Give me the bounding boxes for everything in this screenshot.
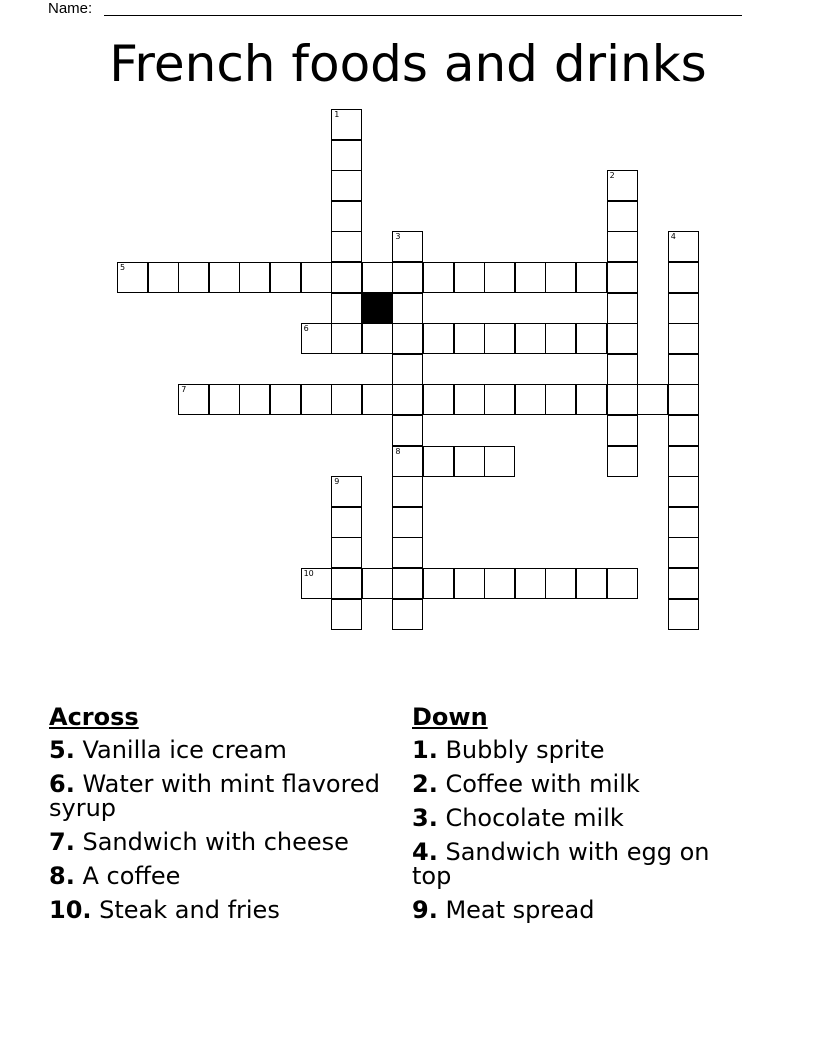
clue-text: Sandwich with cheese (74, 828, 349, 856)
clue-number: 7. (49, 828, 75, 856)
crossword-cell[interactable] (668, 537, 699, 568)
crossword-cell[interactable] (331, 170, 362, 201)
crossword-cell[interactable] (209, 384, 240, 415)
cell-number: 1 (334, 110, 340, 119)
across-clue-list (49, 738, 389, 922)
crossword-cell[interactable] (301, 323, 332, 354)
across-clue (49, 864, 389, 888)
across-clue (49, 898, 389, 922)
clue-text: Steak and fries (91, 896, 280, 924)
crossword-cell[interactable] (423, 384, 454, 415)
clue-text: A coffee (74, 862, 181, 890)
clue-text: Vanilla ice cream (74, 736, 287, 764)
crossword-cell[interactable] (362, 384, 393, 415)
crossword-cell[interactable] (392, 507, 423, 538)
crossword-cell[interactable] (270, 384, 301, 415)
clue-number: 9. (412, 896, 438, 924)
cell-number: 2 (609, 171, 615, 181)
crossword-cell[interactable] (301, 262, 332, 293)
crossword-cell[interactable] (668, 354, 699, 385)
cell-number: 7 (181, 385, 187, 395)
crossword-cell[interactable] (607, 262, 638, 293)
crossword-cell[interactable] (576, 384, 607, 415)
crossword-cell[interactable] (637, 384, 668, 415)
crossword-cell[interactable] (545, 323, 576, 354)
crossword-cell[interactable] (392, 568, 423, 599)
clue-text: Sandwich with egg on top (412, 838, 710, 890)
crossword-cell[interactable] (178, 384, 209, 415)
crossword-cell[interactable] (668, 262, 699, 293)
across-heading: Across (49, 703, 139, 731)
cell-number: 6 (303, 324, 309, 334)
crossword-cell[interactable] (515, 568, 546, 599)
crossword-cell[interactable] (331, 293, 362, 324)
across-clues (49, 702, 389, 932)
across-clue (49, 738, 389, 762)
crossword-cell[interactable] (148, 262, 179, 293)
crossword-cell[interactable] (576, 262, 607, 293)
crossword-cell[interactable] (392, 231, 423, 262)
down-clue (412, 772, 752, 796)
crossword-cell[interactable] (484, 568, 515, 599)
cell-number: 5 (120, 263, 126, 272)
crossword-cell[interactable] (362, 262, 393, 293)
crossword-cell[interactable] (668, 384, 699, 415)
crossword-cell[interactable] (607, 323, 638, 354)
crossword-cell[interactable] (331, 201, 362, 232)
clue-text: Bubbly sprite (437, 736, 605, 764)
clue-number: 2. (412, 770, 438, 798)
crossword-cell[interactable] (668, 323, 699, 354)
crossword-cell[interactable] (392, 354, 423, 385)
crossword-cell[interactable] (607, 201, 638, 232)
crossword-cell[interactable] (392, 293, 423, 324)
cell-number: 3 (395, 232, 401, 242)
cell-number: 4 (670, 232, 676, 242)
crossword-cell[interactable] (668, 507, 699, 538)
crossword-cell[interactable] (576, 323, 607, 354)
crossword-cell[interactable] (178, 262, 209, 293)
crossword-cell[interactable] (392, 476, 423, 507)
crossword-cell[interactable] (607, 293, 638, 324)
clue-text: Chocolate milk (437, 804, 624, 832)
down-clue-list (412, 738, 752, 922)
crossword-cell[interactable] (392, 262, 423, 293)
crossword-cell[interactable] (423, 446, 454, 477)
down-clue (412, 738, 752, 762)
crossword-cell[interactable] (454, 384, 485, 415)
clue-text: Meat spread (437, 896, 595, 924)
crossword-cell[interactable] (301, 384, 332, 415)
across-clue (49, 772, 389, 820)
down-clue (412, 806, 752, 830)
clue-number: 5. (49, 736, 75, 764)
crossword-cell[interactable] (607, 231, 638, 262)
crossword-cell[interactable] (392, 446, 423, 477)
crossword-cell[interactable] (392, 323, 423, 354)
crossword-cell[interactable] (331, 384, 362, 415)
clue-text: Coffee with milk (437, 770, 640, 798)
crossword-cell[interactable] (331, 568, 362, 599)
crossword-cell[interactable] (515, 262, 546, 293)
down-heading: Down (412, 703, 488, 731)
down-clue (412, 840, 752, 888)
crossword-cell[interactable] (423, 262, 454, 293)
crossword-cell[interactable] (392, 599, 423, 630)
crossword-cell[interactable] (454, 446, 485, 477)
crossword-cell[interactable] (392, 537, 423, 568)
crossword-cell[interactable] (331, 476, 362, 507)
clue-number: 3. (412, 804, 438, 832)
crossword-cell[interactable] (117, 262, 148, 293)
crossword-cell[interactable] (668, 293, 699, 324)
crossword-cell[interactable] (576, 568, 607, 599)
crossword-cell[interactable] (607, 568, 638, 599)
crossword-cell[interactable] (545, 568, 576, 599)
clue-number: 4. (412, 838, 438, 866)
crossword-cell[interactable] (515, 323, 546, 354)
crossword-cell[interactable] (484, 262, 515, 293)
crossword-cell[interactable] (668, 568, 699, 599)
crossword-cell[interactable] (331, 507, 362, 538)
crossword-cell[interactable] (668, 599, 699, 630)
down-clue (412, 898, 752, 922)
across-clue (49, 830, 389, 854)
crossword-cell[interactable] (331, 323, 362, 354)
crossword-cell[interactable] (454, 568, 485, 599)
clue-number: 1. (412, 736, 438, 764)
crossword-cell[interactable] (545, 262, 576, 293)
crossword-cell[interactable] (484, 323, 515, 354)
crossword-cell[interactable] (545, 384, 576, 415)
crossword-cell[interactable] (331, 262, 362, 293)
crossword-cell[interactable] (607, 354, 638, 385)
crossword-cell[interactable] (668, 231, 699, 262)
crossword-cell[interactable] (515, 384, 546, 415)
crossword-cell[interactable] (454, 323, 485, 354)
crossword-cell[interactable] (362, 568, 393, 599)
clue-number: 6. (49, 770, 75, 798)
crossword-cell[interactable] (331, 599, 362, 630)
page-title: French foods and drinks (109, 35, 707, 93)
crossword-cell[interactable] (423, 323, 454, 354)
crossword-cell[interactable] (270, 262, 301, 293)
down-clues (412, 702, 752, 932)
crossword-cell[interactable] (607, 446, 638, 477)
clue-number: 10. (49, 896, 92, 924)
crossword-cell[interactable] (454, 262, 485, 293)
crossword-cell[interactable] (209, 262, 240, 293)
clue-number: 8. (49, 862, 75, 890)
crossword-cell[interactable] (392, 384, 423, 415)
crossword-cell[interactable] (423, 568, 454, 599)
clue-text: Water with mint flavored syrup (49, 770, 380, 822)
crossword-cell[interactable] (362, 323, 393, 354)
crossword-cell[interactable] (668, 476, 699, 507)
crossword-cell[interactable] (239, 384, 270, 415)
crossword-cell[interactable] (239, 262, 270, 293)
crossword-cell[interactable] (484, 446, 515, 477)
crossword-cell[interactable] (607, 170, 638, 201)
crossword-cell[interactable] (301, 568, 332, 599)
name-label: Name: (48, 0, 93, 17)
cell-number: 10 (303, 569, 314, 578)
cell-number: 9 (334, 477, 340, 487)
crossword-cell[interactable] (607, 384, 638, 415)
crossword-cell[interactable] (331, 537, 362, 568)
crossword-cell[interactable] (392, 415, 423, 446)
crossword-cell[interactable] (331, 109, 362, 140)
crossword-cell[interactable] (331, 231, 362, 262)
crossword-cell[interactable] (331, 140, 362, 171)
crossword-block (362, 293, 393, 324)
crossword-cell[interactable] (668, 415, 699, 446)
crossword-cell[interactable] (607, 415, 638, 446)
crossword-cell[interactable] (668, 446, 699, 477)
cell-number: 8 (395, 446, 401, 456)
crossword-cell[interactable] (484, 384, 515, 415)
